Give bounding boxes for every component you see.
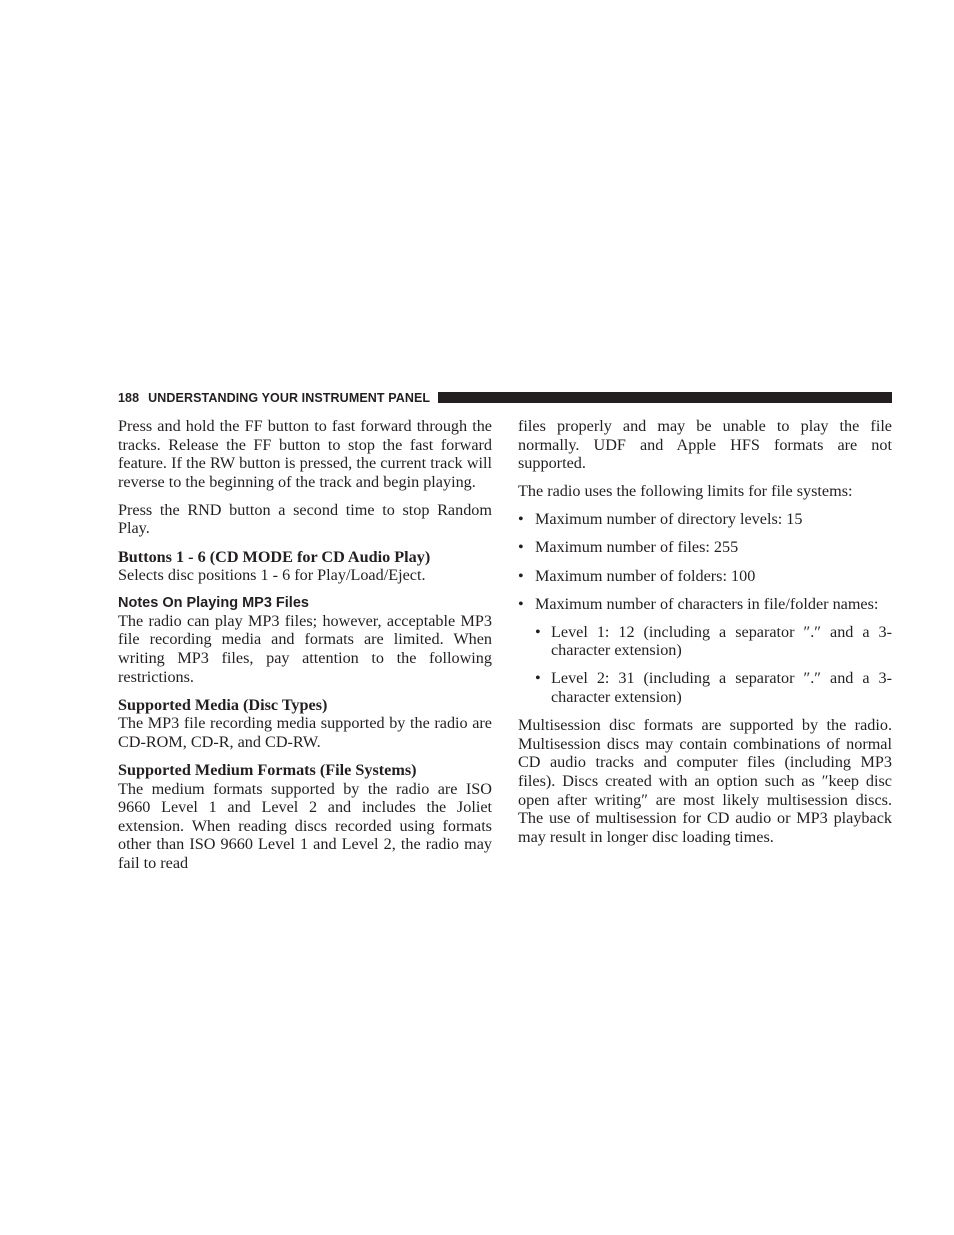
page-number: 188 — [118, 390, 140, 405]
list-item-text: Maximum number of folders: 100 — [535, 566, 756, 585]
continued-paragraph: files properly and may be unable to play the file normally. UDF and Apple HFS formats are not supported. — [518, 417, 892, 473]
buttons-heading: Buttons 1 - 6 (CD MODE for CD Audio Play) — [118, 547, 431, 566]
bullet-icon: • — [518, 538, 524, 557]
list-item — [518, 595, 892, 707]
rnd-paragraph: Press the RND button a second time to stop Random Play. — [118, 500, 492, 538]
list-item-text: Maximum number of files: 255 — [535, 538, 739, 557]
list-item — [518, 538, 892, 557]
mp3-heading: Notes On Playing MP3 Files — [118, 594, 309, 611]
multisession-paragraph: Multisession disc formats are supported by the radio. Multisession discs may contain combinations of normal CD audio tracks and computer files (including MP3 files). Discs created with an option such as ″keep disc open after writing″ are most likely multisession discs. The use of multisession for CD audio or MP3 playback may result in longer disc loading times. — [518, 716, 892, 846]
left-column — [118, 417, 492, 872]
list-item-text: Maximum number of characters in file/folder names: — [535, 594, 879, 613]
bullet-icon: • — [535, 622, 541, 641]
page-header — [118, 389, 892, 406]
bullet-icon: • — [518, 594, 524, 613]
ff-paragraph: Press and hold the FF button to fast forward through the tracks. Release the FF button to stop the fast forward feature. If the RW button is pressed, the current track will reverse to the beginning of the track and begin playing. — [118, 417, 492, 491]
sub-list-item — [535, 669, 892, 706]
buttons-paragraph: Selects disc positions 1 - 6 for Play/Load/Eject. — [118, 566, 426, 585]
list-item — [518, 567, 892, 586]
bullet-icon: • — [518, 510, 524, 529]
mp3-paragraph: The radio can play MP3 files; however, acceptable MP3 file recording media and formats are limited. When writing MP3 files, pay attention to the following restrictions. — [118, 611, 492, 686]
formats-heading: Supported Medium Formats (File Systems) — [118, 760, 417, 779]
list-item-text: Maximum number of directory levels: 15 — [535, 510, 803, 529]
limits-intro: The radio uses the following limits for file systems: — [518, 482, 853, 501]
sub-list-item-text: Level 1: 12 (including a separator ″.″ and a 3-character extension) — [551, 622, 892, 660]
list-item — [518, 510, 892, 529]
media-heading: Supported Media (Disc Types) — [118, 695, 328, 714]
limits-list — [518, 510, 892, 706]
bullet-icon: • — [535, 669, 541, 688]
formats-paragraph: The medium formats supported by the radio are ISO 9660 Level 1 and Level 2 and includes the Joliet extension. When reading discs recorded using formats other than ISO 9660 Level 1 and Level 2, the radio may fail to read — [118, 779, 492, 872]
section-title: UNDERSTANDING YOUR INSTRUMENT PANEL — [148, 390, 431, 405]
right-column — [518, 417, 892, 846]
sub-list-item — [535, 623, 892, 660]
sub-list — [535, 623, 892, 707]
bullet-icon: • — [518, 566, 524, 585]
media-paragraph: The MP3 file recording media supported by the radio are CD-ROM, CD-R, and CD-RW. — [118, 714, 492, 751]
header-rule-bar — [438, 392, 892, 403]
sub-list-item-text: Level 2: 31 (including a separator ″.″ and a 3-character extension) — [551, 669, 892, 707]
